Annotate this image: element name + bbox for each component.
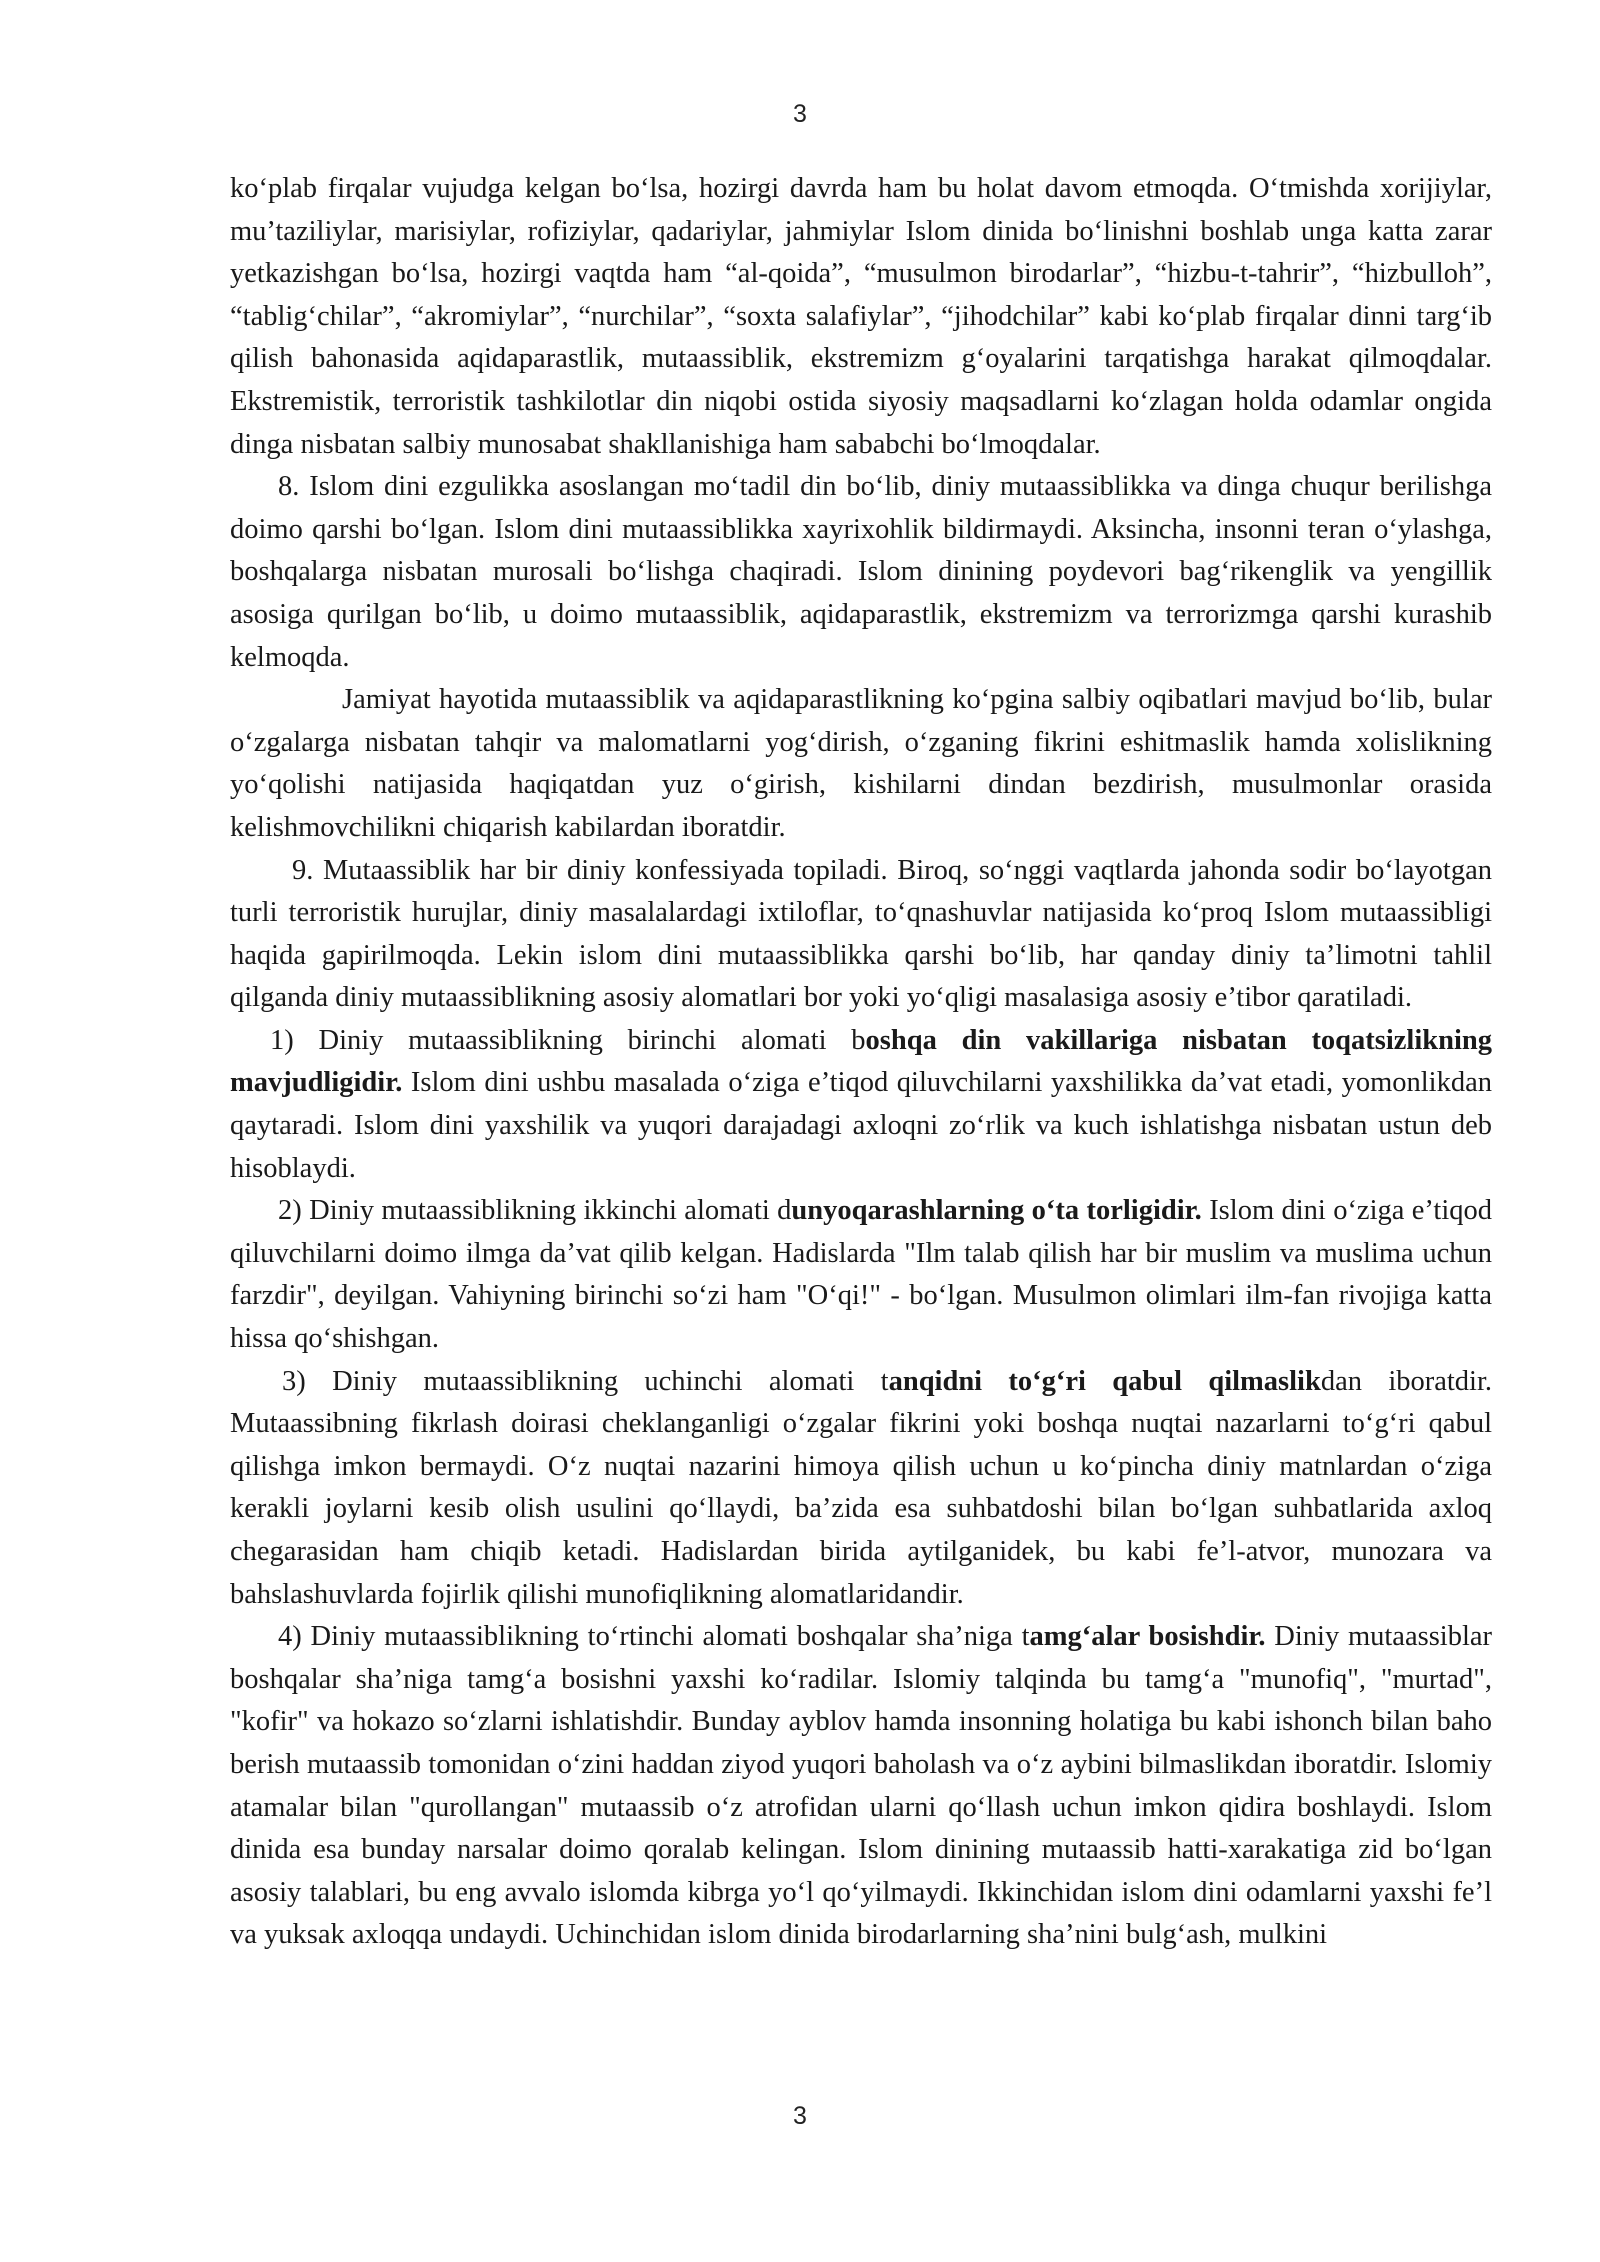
paragraph-alomat-3: [230, 1361, 1492, 1617]
alomat-2-bold: unyoqarashlarning o‘ta torligidir.: [791, 1195, 1202, 1227]
paragraph-9: 9. Mutaassiblik har bir diniy konfessiyada topiladi. Biroq, so‘nggi vaqtlarda jahonda sodir bo‘layotgan turli terroristik hurujlar, diniy masalalardagi ixtiloflar, to‘qnashuvlar natijasida ko‘proq Islom mutaassibligi haqida gapirilmoqda. Lekin islom dini mutaassiblikka qarshi bo‘lib, har qanday diniy ta’limotni tahlil qilganda diniy mutaassiblikning asosiy alomatlari bor yoki yo‘qligi masalasiga asosiy e’tibor qaratiladi.: [230, 854, 1492, 1014]
alomat-2-intro: 2) Diniy mutaassiblikning ikkinchi alomati d: [278, 1195, 792, 1227]
document-body: [230, 168, 1492, 1957]
alomat-4-text: Diniy mutaassiblar boshqalar sha’niga tamg‘a bosishni yaxshi ko‘radilar. Islomiy talqinda bu tamg‘a "munofiq", "murtad", "kofir" va hokazo so‘zlarni ishlatishdir. Bunday ayblov hamda insonning holatiga bu kabi ishonch bilan baho berish mutaassib tomonidan o‘zini haddan ziyod yuqori baholash va o‘z aybini bilmaslikdan iboratdir. Islomiy atamalar bilan "qurollangan" mutaassib o‘z atrofidan ularni qo‘llash uchun imkon qidira boshlaydi. Islom dinida esa bunday narsalar doimo qoralab kelingan. Islom dinining mutaassib hatti-xarakatiga zid bo‘lgan asosiy talablari, bu eng avvalo islomda kibrga yo‘l qo‘yilmaydi. Ikkinchidan islom dini odamlarni yaxshi fe’l va yuksak axloqqa undaydi. Uchinchidan islom dinida birodarlarning sha’nini bulg‘ash, mulkini: [230, 1621, 1493, 1951]
alomat-1-bold: oshqa din vakillariga nisbatan toqatsizlikning mavjudligidir.: [230, 1024, 1492, 1099]
paragraph-alomat-1: [230, 1020, 1492, 1190]
alomat-4-intro: 4) Diniy mutaassiblikning to‘rtinchi alomati boshqalar sha’niga t: [278, 1621, 1030, 1653]
alomat-2-text: Islom dini o‘ziga e’tiqod qiluvchilarni doimo ilmga da’vat qilib kelgan. Hadislarda "Ilm talab qilish har bir muslim va muslima uchun farzdir", deyilgan. Vahiyning birinchi so‘zi ham "O‘qi!" - bo‘lgan. Musulmon olimlari ilm-fan rivojiga katta hissa qo‘shishgan.: [230, 1195, 1492, 1355]
alomat-1-intro: 1) Diniy mutaassiblikning birinchi alomati b: [270, 1024, 866, 1056]
alomat-1-text: Islom dini ushbu masalada o‘ziga e’tiqod qiluvchilarni yaxshilikka da’vat etadi, yomonlikdan qaytaradi. Islom dini yaxshilik va yuqori darajadagi axloqni zo‘rlik va kuch ishlatishga nisbatan ustun deb hisoblaydi.: [230, 1067, 1492, 1184]
paragraph-alomat-2: [230, 1190, 1492, 1360]
page-number-top: 3: [793, 100, 807, 128]
paragraph-alomat-4: [230, 1616, 1492, 1957]
alomat-3-intro: 3) Diniy mutaassiblikning uchinchi alomati t: [282, 1365, 889, 1397]
alomat-3-bold: anqidni to‘g‘ri qabul qilmaslik: [888, 1365, 1321, 1397]
paragraph-firqalar: ko‘plab firqalar vujudga kelgan bo‘lsa, hozirgi davrda ham bu holat davom etmoqda. O‘tmishda xorijiylar, mu’taziliylar, marisiylar, rofiziylar, qadariylar, jahmiylar Islom dinida bo‘linishni boshlab unga katta zarar yetkazishgan bo‘lsa, hozirgi vaqtda ham “al-qoida”, “musulmon birodarlar”, “hizbu-t-tahrir”, “hizbulloh”, “tablig‘chilar”, “akromiylar”, “nurchilar”, “soxta salafiylar”, “jihodchilar” kabi ko‘plab firqalar dinni targ‘ib qilish bahonasida aqidaparastlik, mutaassiblik, ekstremizm g‘oyalarini tarqatishga harakat qilmoqdalar. Ekstremistik, terroristik tashkilotlar din niqobi ostida siyosiy maqsadlarni ko‘zlagan holda odamlar ongida dinga nisbatan salbiy munosabat shakllanishiga ham sababchi bo‘lmoqdalar.: [230, 173, 1492, 460]
paragraph-jamiyat: Jamiyat hayotida mutaassiblik va aqidaparastlikning ko‘pgina salbiy oqibatlari mavjud bo‘lib, bular o‘zgalarga nisbatan tahqir va malomatlarni yog‘dirish, o‘zganing fikrini eshitmaslik hamda xolislikning yo‘qolishi natijasida haqiqatdan yuz o‘girish, kishilarni dindan bezdirish, musulmonlar orasida kelishmovchilikni chiqarish kabilardan iboratdir.: [230, 684, 1492, 843]
page-number-bottom: 3: [793, 2102, 807, 2130]
alomat-3-text: dan iboratdir. Mutaassibning fikrlash doirasi cheklanganligi o‘zgalar fikrini yoki boshqa nuqtai nazarlarni to‘g‘ri qabul qilishga imkon bermaydi. O‘z nuqtai nazarini himoya qilish uchun u ko‘pincha diniy matnlardan o‘ziga kerakli joylarni kesib olish usulini qo‘llaydi, ba’zida esa suhbatdoshi bilan bo‘lgan suhbatlarida axloq chegarasidan ham chiqib ketadi. Hadislardan birida aytilganidek, bu kabi fe’l-atvor, munozara va bahslashuvlarda fojirlik qilishi munofiqlikning alomatlaridandir.: [230, 1365, 1493, 1610]
paragraph-8: 8. Islom dini ezgulikka asoslangan mo‘tadil din bo‘lib, diniy mutaassiblikka va dinga chuqur berilishga doimo qarshi bo‘lgan. Islom dini mutaassiblikka xayrixohlik bildirmaydi. Aksincha, insonni teran o‘ylashga, boshqalarga nisbatan murosali bo‘lishga chaqiradi. Islom dinining poydevori bag‘rikenglik va yengillik asosiga qurilgan bo‘lib, u doimo mutaassiblik, aqidaparastlik, ekstremizm va terrorizmga qarshi kurashib kelmoqda.: [230, 471, 1492, 673]
alomat-4-bold: amg‘alar bosishdir.: [1029, 1621, 1266, 1653]
